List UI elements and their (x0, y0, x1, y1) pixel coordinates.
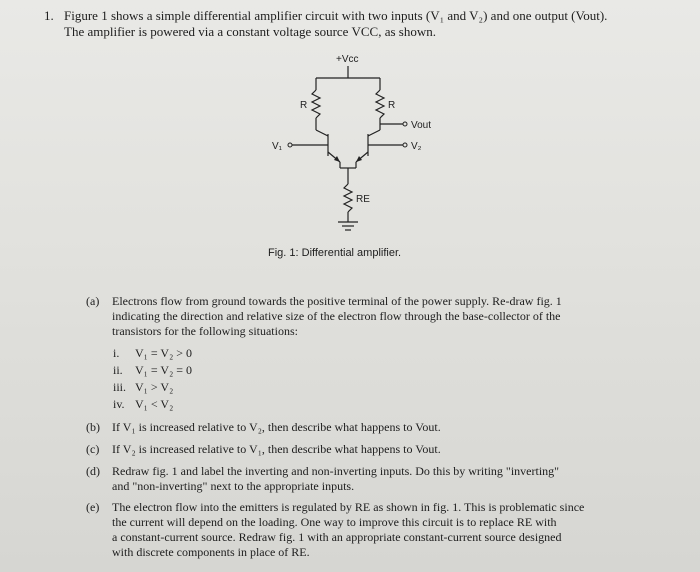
question-a-line-2: indicating the direction and relative size of the electron flow through the base-collector of the (112, 309, 561, 323)
figure-caption: Fig. 1: Differential amplifier. (268, 247, 402, 259)
question-b (86, 420, 646, 435)
differential-amplifier-circuit (250, 44, 450, 244)
question-a-label: (a) (86, 294, 100, 308)
question-b-line-1: If V₁ is increased relative to V₂, then describe what happens to Vout. (112, 420, 441, 434)
vout-label: Vout (411, 120, 432, 131)
situation-item: i. V₁ = V₂ > 0 (113, 346, 193, 360)
question-a-line-1: Electrons flow from ground towards the positive terminal of the power supply. Re-draw fig. 1 (112, 294, 562, 308)
situation-item: ii. V₁ = V₂ = 0 (113, 363, 193, 377)
situations-list (113, 345, 192, 413)
question-e-line-1: The electron flow into the emitters is regulated by RE as shown in fig. 1. This is problematic since (112, 500, 585, 514)
v2-label: V₂ (411, 141, 422, 152)
question-e-label: (e) (86, 500, 100, 514)
v1-label: V₁ (272, 141, 283, 152)
intro (44, 8, 664, 40)
question-d-line-1: Redraw fig. 1 and label the inverting and non-inverting inputs. Do this by writing "inverting" (112, 464, 560, 478)
question-c-line-1: If V₂ is increased relative to V₁, then describe what happens to Vout. (112, 442, 441, 456)
situation-item: iii. V₁ > V₂ (113, 380, 174, 394)
intro-line-2: The amplifier is powered via a constant voltage source VCC, as shown. (64, 24, 436, 39)
question-e-line-2: the current will depend on the loading. One way to improve this circuit is to replace RE with (112, 515, 557, 529)
question-d (86, 464, 646, 494)
question-b-label: (b) (86, 420, 100, 434)
question-e (86, 500, 646, 560)
question-e-line-4: with discrete components in place of RE. (112, 545, 310, 559)
intro-line-1: Figure 1 shows a simple differential amplifier circuit with two inputs (V₁ and V₂) and one output (Vout). (64, 8, 608, 23)
situation-item: iv. V₁ < V₂ (113, 397, 174, 411)
question-d-line-2: and "non-inverting" next to the appropriate inputs. (112, 479, 355, 493)
r-left-label: R (300, 100, 308, 111)
vcc-label: +Vcc (336, 54, 359, 65)
re-label: RE (356, 194, 370, 205)
question-e-line-3: a constant-current source. Redraw fig. 1 with an appropriate constant-current source designed (112, 530, 562, 544)
r-right-label: R (388, 100, 396, 111)
question-a-line-3: transistors for the following situations: (112, 324, 298, 338)
question-c-label: (c) (86, 442, 100, 456)
question-a (86, 294, 646, 339)
question-number: 1. (44, 8, 54, 23)
question-c (86, 442, 646, 457)
question-d-label: (d) (86, 464, 100, 478)
